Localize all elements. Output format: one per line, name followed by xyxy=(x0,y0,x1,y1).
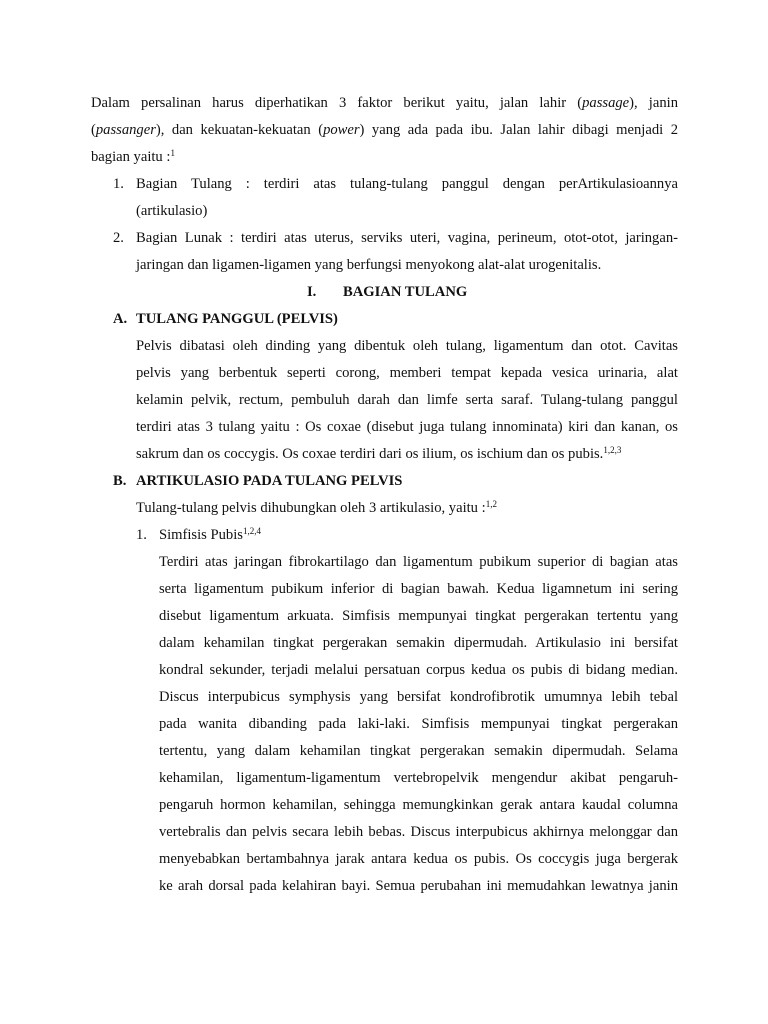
paragraph-line: pengaruh hormon kehamilan, sehingga memungkinkan gerak antara kaudal columna xyxy=(159,797,678,813)
paragraph-line: kelamin pelvik, rectum, pembuluh darah dan limfe serta saraf. Tulang-tulang panggul xyxy=(136,392,678,408)
list-item-simfisis-pubis: Simfisis Pubis$^{1,2,4}$ xyxy=(159,526,261,543)
intro-line-2: (passanger), dan kekuatan-kekuatan (power) yang ada pada ibu. Jalan lahir dibagi menjadi 2 xyxy=(91,122,678,138)
term-passanger: passanger xyxy=(95,122,156,138)
paragraph-line: ke arah dorsal pada kelahiran bayi. Semua perubahan ini memudahkan lewatnya janin xyxy=(159,878,678,894)
citation-ref: 1,2,4 xyxy=(242,526,261,536)
list-number: 2. xyxy=(113,230,124,246)
list-number: 1. xyxy=(136,527,147,543)
section-heading-title: BAGIAN TULANG xyxy=(343,284,468,300)
term-power: power xyxy=(323,122,360,138)
list-number: 1. xyxy=(113,176,124,192)
intro-line-1: Dalam persalinan harus diperhatikan 3 faktor berikut yaitu, jalan lahir (passage), janin xyxy=(91,95,678,111)
subsection-letter: A. xyxy=(113,311,128,327)
paragraph-line: kondral sekunder, terjadi melalui persatuan corpus kedua os pubis di bidang median. xyxy=(159,662,678,678)
paragraph-line: tertentu, yang dalam kehamilan tingkat pergerakan semakin dipermudah. Selama xyxy=(159,743,678,759)
subsection-title-tulang-panggul: TULANG PANGGUL (PELVIS) xyxy=(136,311,338,327)
intro-line-3: bagian yaitu :$^1$ xyxy=(91,148,175,165)
subsection-letter: B. xyxy=(113,473,127,489)
citation-ref: 1,2 xyxy=(485,499,497,509)
paragraph-line: vertebralis dan pelvis secara lebih bebas. Discus interpubicus akhirnya melonggar dan xyxy=(159,824,678,840)
paragraph-line: kehamilan, ligamentum-ligamentum vertebropelvik mengendur akibat pengaruh- xyxy=(159,770,678,786)
paragraph-line-last: sakrum dan os coccygis. Os coxae terdiri dari os ilium, os ischium dan os pubis.$^{1,2,3}$ xyxy=(136,445,622,462)
list-item-bagian-lunak-cont: jaringan dan ligamen-ligamen yang berfungsi menyokong alat-alat urogenitalis. xyxy=(136,257,602,273)
paragraph-line: Pelvis dibatasi oleh dinding yang dibentuk oleh tulang, ligamentum dan otot. Cavitas xyxy=(136,338,678,354)
subsection-title-artikulasio: ARTIKULASIO PADA TULANG PELVIS xyxy=(136,473,403,489)
citation-ref: 1 xyxy=(170,148,175,158)
paragraph-line: terdiri atas 3 tulang yaitu : Os coxae (disebut juga tulang innominata) kiri dan kanan, os xyxy=(136,419,678,435)
list-item-bagian-tulang: Bagian Tulang : terdiri atas tulang-tulang panggul dengan perArtikulasioannya xyxy=(136,176,678,192)
paragraph-line: disebut ligamentum arkuata. Simfisis mempunyai tingkat pergerakan tertentu yang xyxy=(159,608,678,624)
paragraph-line: serta ligamentum pubikum inferior di bagian bawah. Kedua ligamnetum ini sering xyxy=(159,581,678,597)
list-item-bagian-lunak: Bagian Lunak : terdiri atas uterus, serviks uteri, vagina, perineum, otot-otot, jaringan- xyxy=(136,230,678,246)
paragraph-line: menyebabkan bertambahnya jarak antara kedua os pubis. Os coccygis juga bergerak xyxy=(159,851,678,867)
citation-ref: 1,2,3 xyxy=(603,445,622,455)
term-passage: passage xyxy=(582,95,630,111)
subsection-intro: Tulang-tulang pelvis dihubungkan oleh 3 artikulasio, yaitu :$^{1,2}$ xyxy=(136,499,497,516)
section-heading-number: I. xyxy=(307,284,317,300)
list-item-bagian-tulang-cont: (artikulasio) xyxy=(136,203,208,219)
paragraph-line: pada wanita dibanding pada laki-laki. Simfisis mempunyai tingkat pergerakan xyxy=(159,716,678,732)
paragraph-line: pelvis yang berbentuk seperti corong, memberi tempat kepada vesica urinaria, alat xyxy=(136,365,678,381)
paragraph-line: dalam kehamilan tingkat pergerakan semakin dipermudah. Artikulasio ini bersifat xyxy=(159,635,678,651)
paragraph-line: Discus interpubicus symphysis yang bersifat kondrofibrotik umumnya lebih tebal xyxy=(159,689,678,705)
paragraph-line: Terdiri atas jaringan fibrokartilago dan ligamentum pubikum superior di bagian atas xyxy=(159,554,678,570)
